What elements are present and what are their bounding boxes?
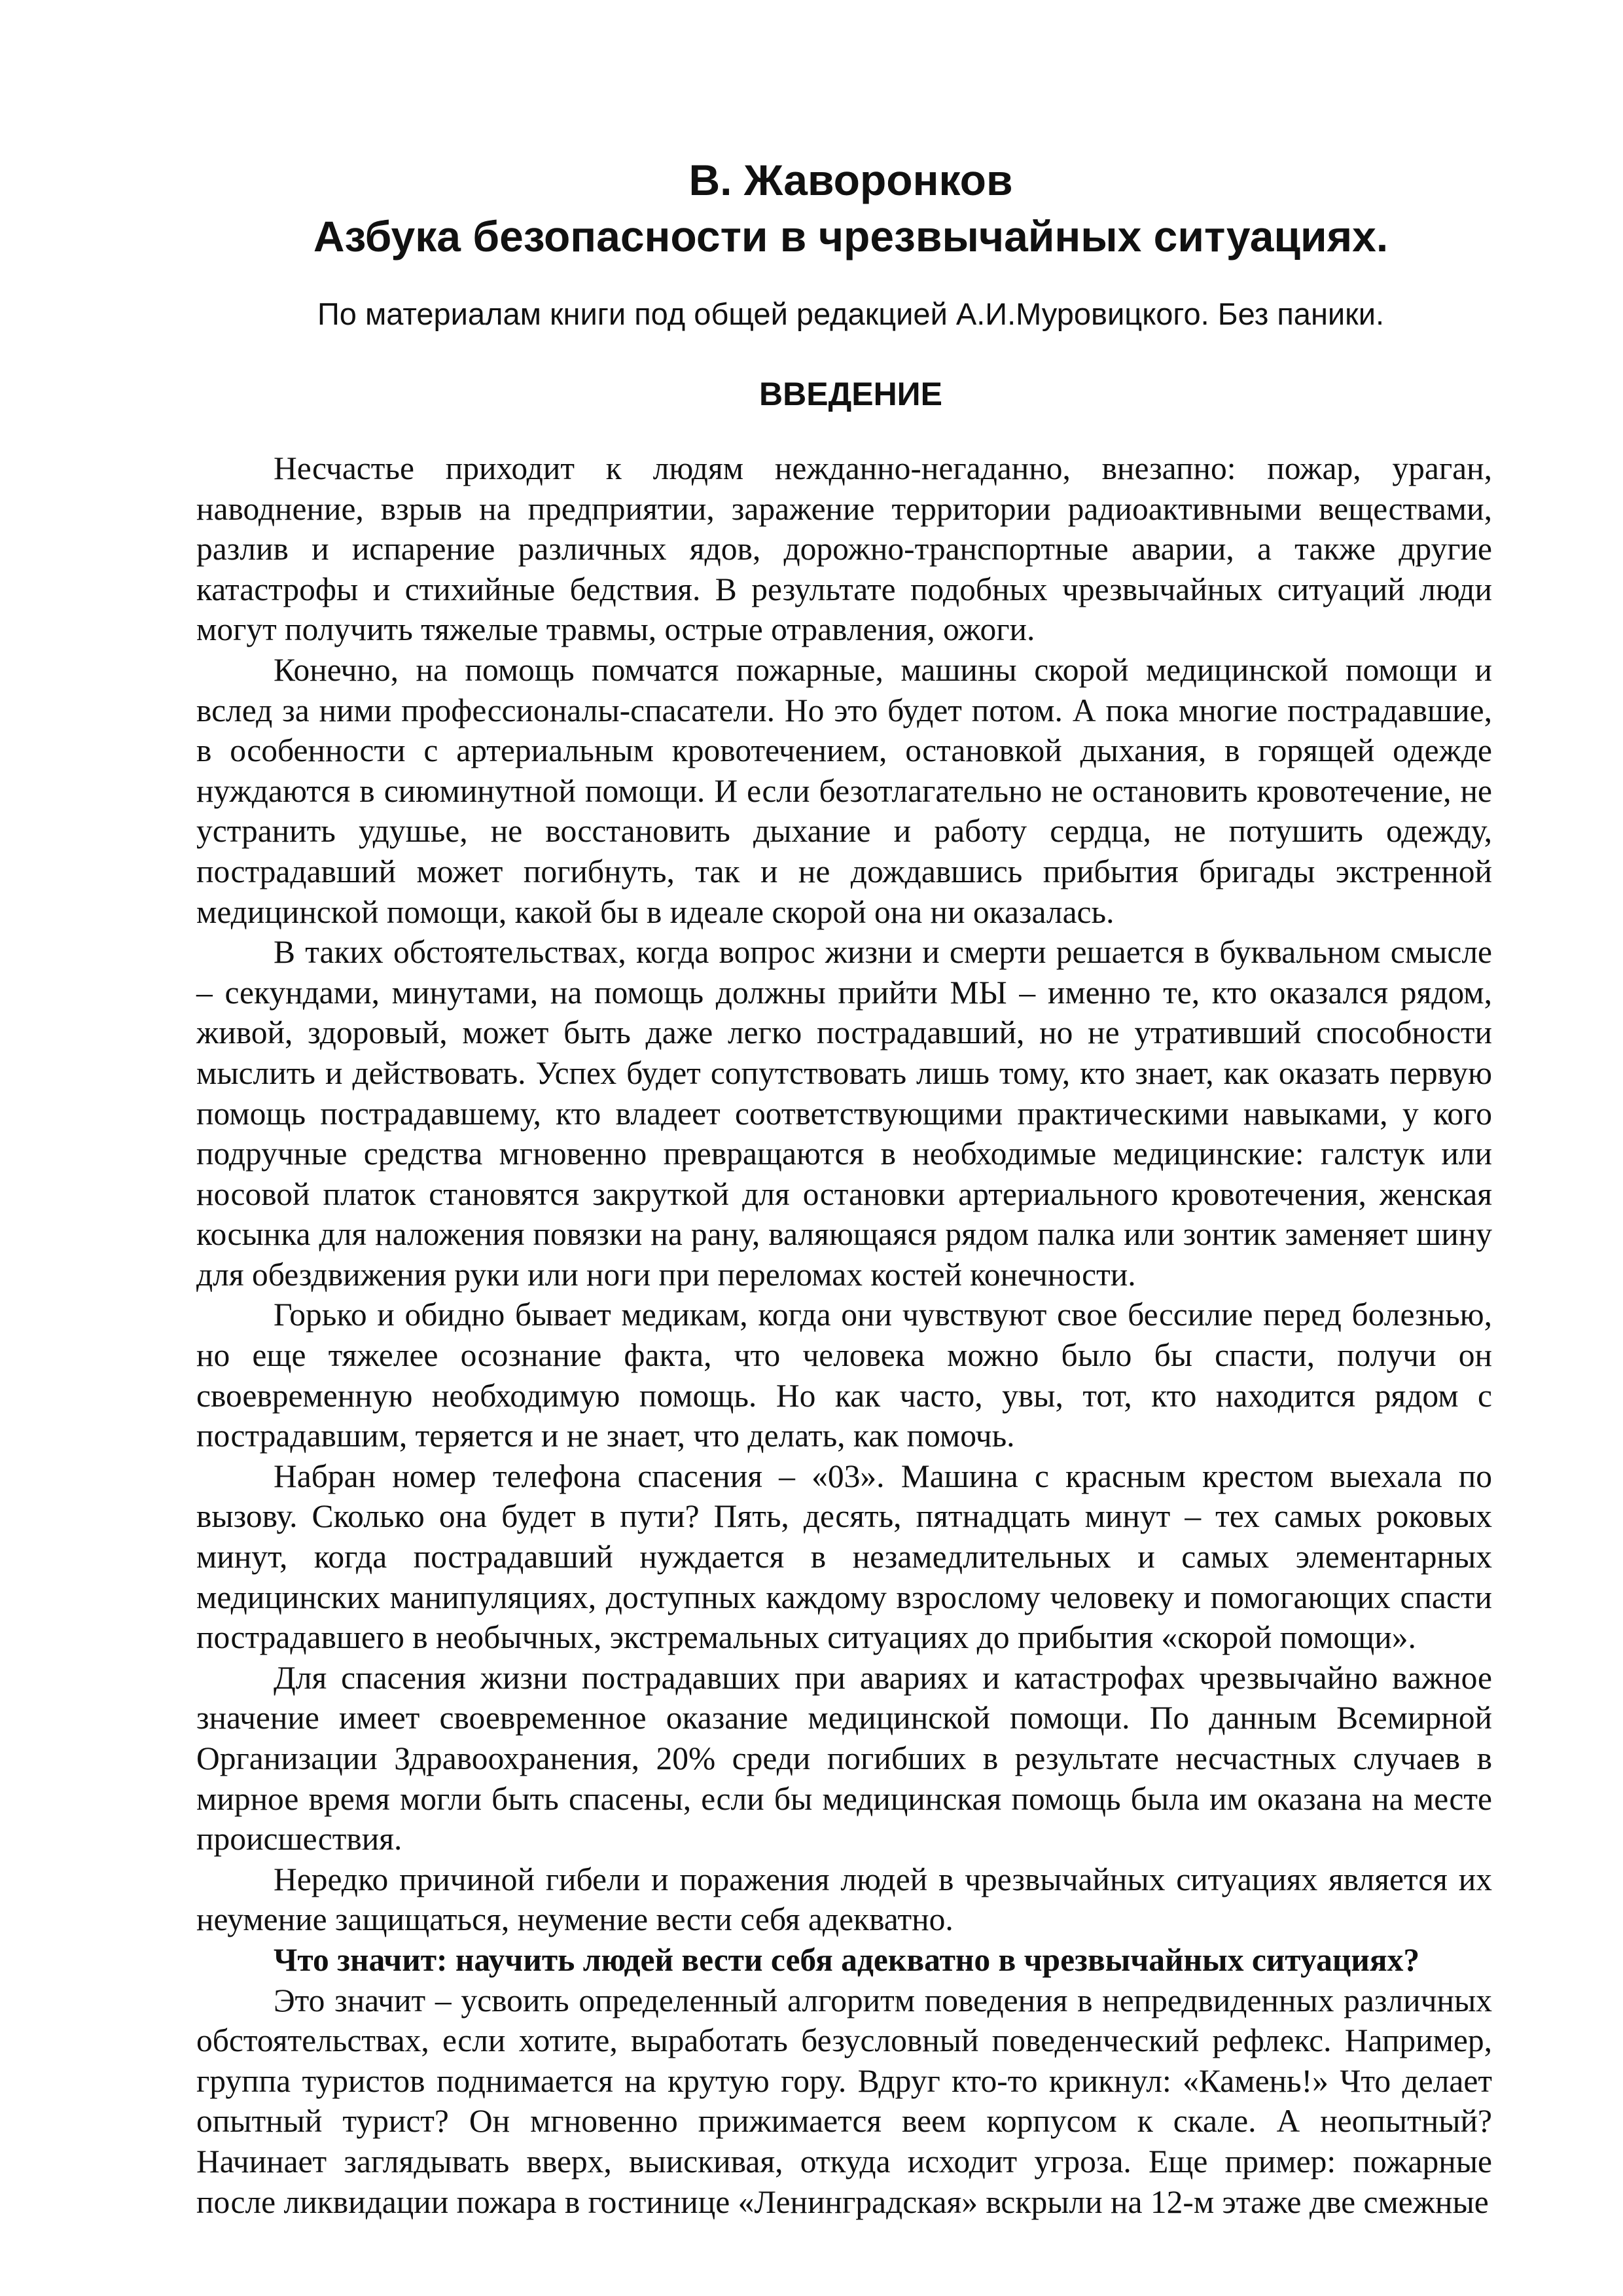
paragraph-6: Для спасения жизни пострадавших при авариях и катастрофах чрезвычайно важное значение имеет своевременное оказание медицинской помощи. По данным Всемирной Организации Здравоохранения, 20% среди погибших в результате несчастных случаев в мирное время могли быть спасены, если бы медицинская помощь была им оказана на месте происшествия. bbox=[196, 1659, 1492, 1857]
body-text bbox=[196, 448, 1492, 2222]
paragraph-2: Конечно, на помощь помчатся пожарные, машины скорой медицинской помощи и вслед за ними профессионалы-спасатели. Но это будет потом. А пока многие пострадавшие, в особенности с артериальным кровотечением, остановкой дыхания, в горящей одежде нуждаются в сиюминутной помощи. И если безотлагательно не остановить кровотечение, не устранить удушье, не восстановить дыхание и работу сердца, не потушить одежду, пострадавший может погибнуть, так и не дождавшись прибытия бригады экстренной медицинской помощи, какой бы в идеале скорой она ни оказалась. bbox=[196, 651, 1492, 930]
source-note: По материалам книги под общей редакцией А.И.Муровицкого. Без паники. bbox=[317, 296, 1385, 331]
paragraph-1: Несчастье приходит к людям нежданно-негаданно, внезапно: пожар, ураган, наводнение, взрыв на предприятии, заражение территории радиоактивными веществами, разлив и испарение различных ядов, дорожно-транспортные аварии, а также другие катастрофы и стихийные бедствия. В результате подобных чрезвычайных ситуаций люди могут получить тяжелые травмы, острые отравления, ожоги. bbox=[196, 450, 1492, 648]
question-heading: Что значит: научить людей вести себя адекватно в чрезвычайных ситуациях? bbox=[274, 1941, 1420, 1978]
paragraph-3: В таких обстоятельствах, когда вопрос жизни и смерти решается в буквальном смысле – секундами, минутами, на помощь должны прийти МЫ – именно те, кто оказался рядом, живой, здоровый, может быть даже легко пострадавший, но не утративший способности мыслить и действовать. Успех будет сопутствовать лишь тому, кто знает, как оказать первую помощь пострадавшему, кто владеет соответствующими практическими навыками, у кого подручные средства мгновенно превращаются в необходимые медицинские: галстук или носовой платок становятся закруткой для остановки артериального кровотечения, женская косынка для наложения повязки на рану, валяющаяся рядом палка или зонтик заменяет шину для обездвижения руки или ноги при переломах костей конечности. bbox=[196, 934, 1492, 1293]
paragraph-4: Горько и обидно бывает медикам, когда они чувствуют свое бессилие перед болезнью, но еще тяжелее осознание факта, что человека можно было бы спасти, получи он своевременную необходимую помощь. Но как часто, увы, тот, кто находится рядом с пострадавшим, теряется и не знает, что делать, как помочь. bbox=[196, 1297, 1492, 1454]
paragraph-7: Нередко причиной гибели и поражения людей в чрезвычайных ситуациях является их неумение защищаться, неумение вести себя адекватно. bbox=[196, 1861, 1492, 1938]
document-title: Азбука безопасности в чрезвычайных ситуациях. bbox=[313, 212, 1389, 260]
answer-paragraph: Это значит – усвоить определенный алгоритм поведения в непредвиденных различных обстоятельствах, если хотите, выработать безусловный поведенческий рефлекс. Например, группа туристов поднимается на крутую гору. Вдруг кто-то крикнул: «Камень!» Что делает опытный турист? Он мгновенно прижимается веем корпусом к скале. А неопытный? Начинает заглядывать вверх, выискивая, откуда исходит угроза. Еще пример: пожарные после ликвидации пожара в гостинице «Ленинградская» вскрыли на 12-м этаже две смежные bbox=[196, 1982, 1492, 2220]
author-name: В. Жаворонков bbox=[688, 156, 1013, 204]
paragraph-5: Набран номер телефона спасения – «03». Машина с красным крестом выехала по вызову. Сколько она будет в пути? Пять, десять, пятнадцать минут – тех самых роковых минут, когда пострадавший нуждается в незамедлительных и самых элементарных медицинских манипуляциях, доступных каждому взрослому человеку и помогающих спасти пострадавшего в необычных, экстремальных ситуациях до прибытия «скорой помощи». bbox=[196, 1458, 1492, 1656]
section-heading: ВВЕДЕНИЕ bbox=[759, 376, 942, 412]
document-header bbox=[196, 152, 1505, 264]
